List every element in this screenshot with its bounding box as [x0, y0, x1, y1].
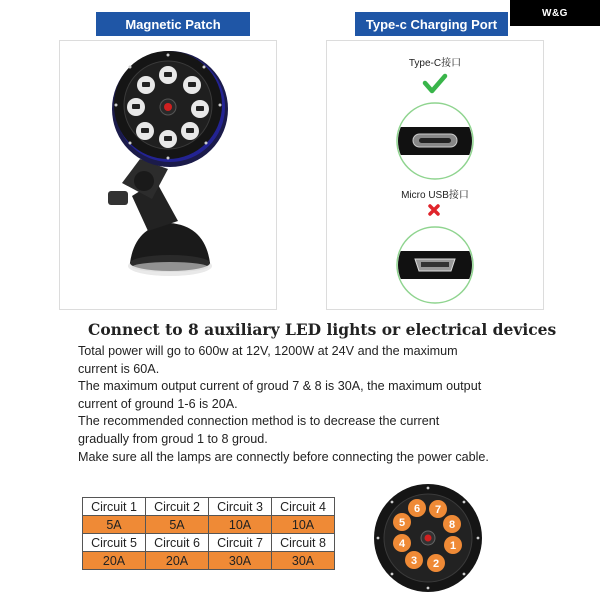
dial-number: 3	[410, 555, 418, 567]
numbered-dial	[372, 482, 484, 594]
description-line: The maximum output current of groud 7 & 8 is 30A, the maximum output	[78, 379, 482, 394]
table-row	[83, 498, 335, 516]
circuit-value: 30A	[272, 552, 335, 570]
main-heading: Connect to 8 auxiliary LED lights or electrical devices	[88, 320, 557, 339]
dial-button-1	[444, 536, 462, 554]
dial-number: 2	[432, 558, 440, 570]
dial-number: 5	[398, 517, 406, 529]
typec-label: Type-C接口	[408, 58, 462, 69]
description-line: Total power will go to 600w at 12V, 1200W at 24V and the maximum	[78, 344, 458, 358]
circuit-value: 20A	[146, 552, 209, 570]
tab-magnetic-patch-label: Magnetic Patch	[125, 16, 221, 32]
tab-typec-port-label: Type-c Charging Port	[365, 16, 498, 32]
description-line: The recommended connection method is to decrease the current	[78, 414, 440, 429]
dial-button-5	[393, 513, 411, 531]
tab-typec-port	[355, 12, 508, 36]
dial-button-3	[405, 551, 423, 569]
circuit-name: Circuit 4	[272, 498, 335, 516]
micro-usb-port-illustration	[379, 199, 491, 307]
magnetic-mount-illustration	[60, 41, 276, 309]
dial-number: 4	[398, 538, 406, 550]
dial-number: 7	[434, 504, 442, 516]
circuit-value: 30A	[209, 552, 272, 570]
table-row	[83, 552, 335, 570]
dial-button-8	[443, 515, 461, 533]
brand-logo	[510, 0, 600, 26]
check-icon	[425, 76, 445, 91]
description-line: gradually from groud 1 to 8 groud.	[78, 431, 268, 446]
magnetic-patch-panel	[59, 40, 277, 310]
circuit-value: 5A	[146, 516, 209, 534]
description-line: current is 60A.	[78, 361, 160, 376]
circuit-name: Circuit 3	[209, 498, 272, 516]
tab-magnetic-patch	[96, 12, 250, 36]
circuit-name: Circuit 5	[83, 534, 146, 552]
micro-usb-label: Micro USB接口	[401, 190, 469, 201]
circuit-value: 10A	[209, 516, 272, 534]
description-line: Make sure all the lamps are connectly before connecting the power cable.	[78, 449, 489, 464]
dial-button-6	[408, 499, 426, 517]
circuit-name: Circuit 6	[146, 534, 209, 552]
brand-text: W&G	[542, 7, 568, 19]
description	[78, 343, 528, 466]
dial-button-4	[393, 534, 411, 552]
circuit-table	[82, 497, 335, 570]
charging-port-panel	[326, 40, 544, 310]
dial-number: 6	[413, 503, 421, 515]
dial-number: 1	[449, 540, 457, 552]
dial-button-7	[429, 500, 447, 518]
circuit-name: Circuit 2	[146, 498, 209, 516]
circuit-name: Circuit 8	[272, 534, 335, 552]
circuit-value: 10A	[272, 516, 335, 534]
dial-number: 8	[448, 519, 456, 531]
circuit-name: Circuit 7	[209, 534, 272, 552]
circuit-value: 20A	[83, 552, 146, 570]
circuit-value: 5A	[83, 516, 146, 534]
description-line: current of ground 1-6 is 20A.	[78, 396, 238, 411]
table-row	[83, 534, 335, 552]
table-row	[83, 516, 335, 534]
dial-button-2	[427, 554, 445, 572]
circuit-name: Circuit 1	[83, 498, 146, 516]
cross-icon	[430, 206, 438, 214]
typec-port-illustration	[379, 71, 491, 183]
